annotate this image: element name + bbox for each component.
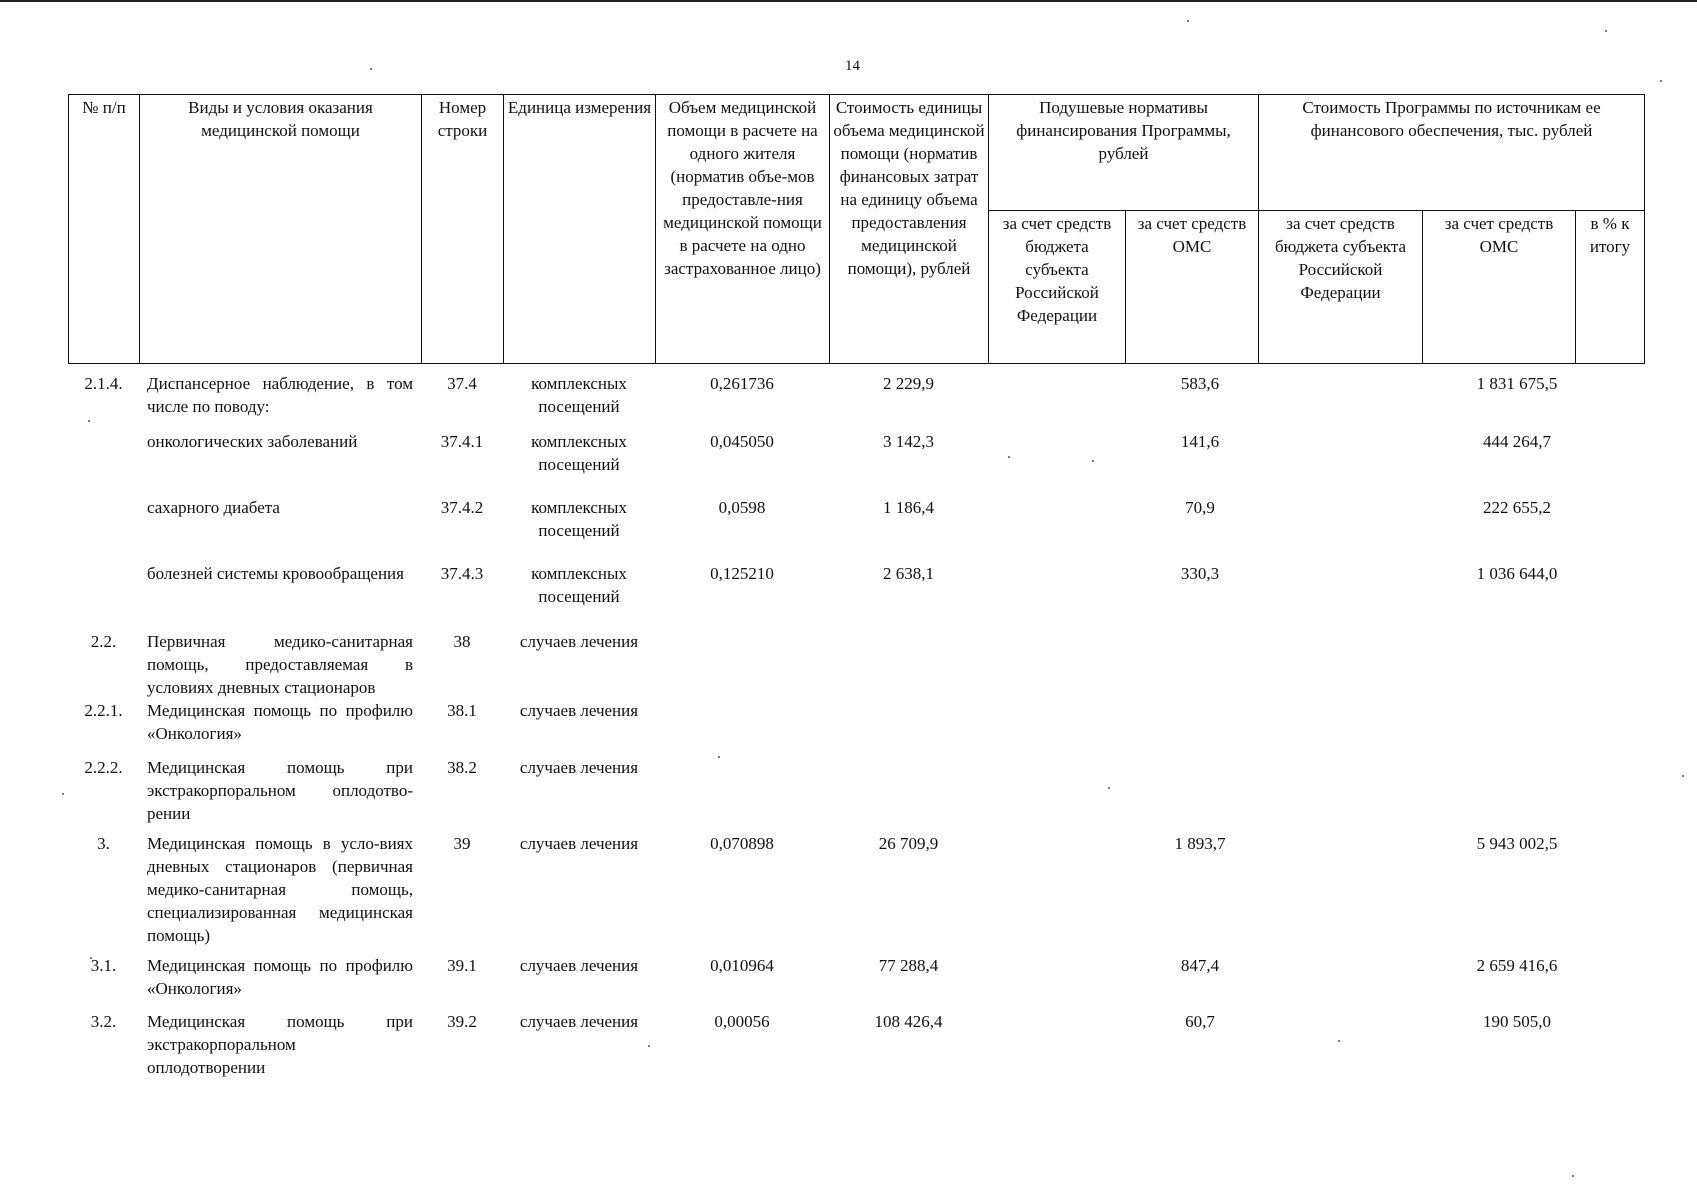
row-program-budget bbox=[1258, 430, 1422, 496]
row-unit: комплексных посещений bbox=[531, 432, 627, 474]
header-name: Виды и условия оказания медицинской помощи bbox=[140, 95, 422, 364]
table-row bbox=[68, 372, 1644, 430]
row-program-budget bbox=[1258, 562, 1422, 630]
table-row bbox=[68, 699, 1644, 756]
row-per-capita-budget bbox=[988, 832, 1125, 954]
row-cost bbox=[829, 756, 988, 832]
row-program-budget bbox=[1258, 372, 1422, 430]
row-number bbox=[68, 496, 139, 562]
row-program-oms: 222 655,2 bbox=[1483, 498, 1551, 517]
row-program-percent bbox=[1575, 699, 1644, 756]
scan-speck bbox=[1682, 775, 1684, 777]
row-unit: случаев лечения bbox=[519, 632, 639, 651]
row-code: 37.4.3 bbox=[440, 564, 484, 583]
row-per-capita-budget bbox=[988, 496, 1125, 562]
row-name: болезней системы кровообращения bbox=[147, 564, 404, 583]
row-number: 2.2. bbox=[90, 632, 117, 651]
row-unit: комплексных посещений bbox=[531, 374, 627, 416]
row-name: Медицинская помощь при экстракорпоральном оплодотво-рении bbox=[147, 758, 413, 823]
row-name: Медицинская помощь в усло-виях дневных стационаров (первичная медико-санитарная помощь, специализированная медицинская помощь) bbox=[147, 834, 413, 945]
table-row bbox=[68, 496, 1644, 562]
row-unit: случаев лечения bbox=[519, 1012, 639, 1031]
row-per-capita-oms bbox=[1125, 630, 1258, 699]
header-num: № п/п bbox=[69, 95, 140, 364]
row-program-percent bbox=[1575, 562, 1644, 630]
row-program-budget bbox=[1258, 954, 1422, 1010]
row-program-budget bbox=[1258, 630, 1422, 699]
row-name: Медицинская помощь по профилю «Онкология» bbox=[147, 701, 413, 743]
row-program-percent bbox=[1575, 1010, 1644, 1080]
row-per-capita-oms: 141,6 bbox=[1180, 432, 1220, 451]
row-number: 2.1.4. bbox=[84, 374, 123, 393]
header-row: Номер строки bbox=[422, 95, 504, 364]
scan-speck bbox=[1187, 20, 1189, 22]
row-per-capita-oms bbox=[1125, 699, 1258, 756]
row-number bbox=[68, 562, 139, 630]
row-program-oms: 1 831 675,5 bbox=[1476, 374, 1558, 393]
row-program-budget bbox=[1258, 1010, 1422, 1080]
table-row bbox=[68, 630, 1644, 699]
scan-speck bbox=[62, 793, 64, 795]
row-unit: комплексных посещений bbox=[531, 498, 627, 540]
row-code: 38 bbox=[453, 632, 471, 651]
table-row bbox=[68, 430, 1644, 496]
table-header bbox=[68, 94, 1645, 364]
table-row bbox=[68, 832, 1644, 954]
table-row bbox=[68, 954, 1644, 1010]
row-number: 3.1. bbox=[90, 956, 117, 975]
row-code: 39 bbox=[453, 834, 471, 853]
header-unit: Единица измерения bbox=[504, 95, 656, 364]
row-program-oms: 444 264,7 bbox=[1483, 432, 1551, 451]
row-code: 39.2 bbox=[447, 1012, 477, 1031]
row-per-capita-oms: 330,3 bbox=[1180, 564, 1220, 583]
header-program-budget: за счет средств бюджета субъекта Российской Федерации bbox=[1259, 211, 1423, 364]
row-volume: 0,0598 bbox=[718, 498, 766, 517]
row-per-capita-budget bbox=[988, 372, 1125, 430]
row-volume: 0,00056 bbox=[714, 1012, 770, 1031]
row-name: Первичная медико-санитарная помощь, предоставляемая в условиях дневных стационаров bbox=[147, 632, 413, 697]
row-per-capita-budget bbox=[988, 430, 1125, 496]
row-program-oms: 1 036 644,0 bbox=[1476, 564, 1558, 583]
row-program-percent bbox=[1575, 954, 1644, 1010]
row-program-budget bbox=[1258, 699, 1422, 756]
row-volume: 0,125210 bbox=[710, 564, 774, 583]
row-code: 37.4.1 bbox=[440, 432, 484, 451]
row-per-capita-budget bbox=[988, 1010, 1125, 1080]
scan-speck bbox=[1572, 1175, 1574, 1177]
row-program-percent bbox=[1575, 372, 1644, 430]
page-number: 14 bbox=[845, 58, 860, 74]
row-program-budget bbox=[1258, 832, 1422, 954]
row-unit: случаев лечения bbox=[519, 834, 639, 853]
row-number: 2.2.1. bbox=[84, 701, 123, 720]
row-volume: 0,070898 bbox=[710, 834, 774, 853]
row-cost: 2 638,1 bbox=[883, 564, 934, 583]
row-name: Медицинская помощь по профилю «Онкология» bbox=[147, 956, 413, 998]
row-unit: случаев лечения bbox=[519, 701, 639, 720]
row-per-capita-oms: 70,9 bbox=[1185, 498, 1215, 517]
row-per-capita-oms: 847,4 bbox=[1180, 956, 1220, 975]
row-per-capita-budget bbox=[988, 954, 1125, 1010]
scan-speck bbox=[370, 68, 372, 70]
row-unit: случаев лечения bbox=[519, 758, 639, 777]
row-cost: 26 709,9 bbox=[878, 834, 939, 853]
row-program-oms bbox=[1422, 630, 1575, 699]
row-volume: 0,045050 bbox=[710, 432, 774, 451]
row-code: 38.1 bbox=[447, 701, 477, 720]
top-border-line bbox=[0, 0, 1697, 2]
row-program-oms: 2 659 416,6 bbox=[1476, 956, 1558, 975]
row-per-capita-oms: 60,7 bbox=[1185, 1012, 1215, 1031]
row-cost: 108 426,4 bbox=[874, 1012, 943, 1031]
row-cost: 77 288,4 bbox=[878, 956, 939, 975]
row-program-percent bbox=[1575, 630, 1644, 699]
row-code: 38.2 bbox=[447, 758, 477, 777]
row-name: онкологических заболеваний bbox=[147, 432, 358, 451]
row-name: Диспансерное наблюдение, в том числе по поводу: bbox=[147, 374, 413, 416]
row-per-capita-oms: 1 893,7 bbox=[1174, 834, 1226, 853]
row-volume bbox=[655, 756, 829, 832]
row-per-capita-budget bbox=[988, 562, 1125, 630]
header-program-percent: в % к итогу bbox=[1576, 211, 1645, 364]
row-per-capita-budget bbox=[988, 756, 1125, 832]
table-row bbox=[68, 562, 1644, 630]
header-per-capita-budget: за счет средств бюджета субъекта Российской Федерации bbox=[989, 211, 1126, 364]
row-program-oms bbox=[1422, 756, 1575, 832]
row-program-budget bbox=[1258, 496, 1422, 562]
row-number bbox=[68, 430, 139, 496]
row-cost bbox=[829, 630, 988, 699]
row-code: 37.4 bbox=[447, 374, 477, 393]
row-name: Медицинская помощь при экстракорпоральном оплодотворении bbox=[147, 1012, 413, 1077]
row-volume: 0,010964 bbox=[710, 956, 774, 975]
header-program-oms: за счет средств ОМС bbox=[1423, 211, 1576, 364]
row-program-budget bbox=[1258, 756, 1422, 832]
header-per-capita-oms: за счет средств ОМС bbox=[1126, 211, 1259, 364]
row-cost bbox=[829, 699, 988, 756]
row-program-oms bbox=[1422, 699, 1575, 756]
row-number: 3.2. bbox=[90, 1012, 117, 1031]
row-program-oms: 190 505,0 bbox=[1483, 1012, 1551, 1031]
row-cost: 1 186,4 bbox=[883, 498, 934, 517]
scan-speck bbox=[1605, 30, 1607, 32]
row-unit: комплексных посещений bbox=[531, 564, 627, 606]
row-program-percent bbox=[1575, 496, 1644, 562]
row-number: 2.2.2. bbox=[84, 758, 123, 777]
row-name: сахарного диабета bbox=[147, 498, 280, 517]
header-volume: Объем медицинской помощи в расчете на одного жителя (норматив объе-мов предоставле-ния медицинской помощи в расчете на одно застрахованное лицо) bbox=[656, 95, 830, 364]
row-per-capita-budget bbox=[988, 699, 1125, 756]
row-code: 39.1 bbox=[447, 956, 477, 975]
row-per-capita-oms: 583,6 bbox=[1180, 374, 1220, 393]
row-program-oms: 5 943 002,5 bbox=[1476, 834, 1558, 853]
header-program-cost: Стоимость Программы по источникам ее финансового обеспечения, тыс. рублей bbox=[1259, 95, 1645, 211]
row-unit: случаев лечения bbox=[519, 956, 639, 975]
row-number: 3. bbox=[97, 834, 110, 853]
row-cost: 3 142,3 bbox=[883, 432, 934, 451]
row-per-capita-budget bbox=[988, 630, 1125, 699]
scan-speck bbox=[1660, 80, 1662, 82]
row-volume: 0,261736 bbox=[710, 374, 774, 393]
header-per-capita: Подушевые нормативы финансирования Программы, рублей bbox=[989, 95, 1259, 211]
row-per-capita-oms bbox=[1125, 756, 1258, 832]
row-volume bbox=[655, 630, 829, 699]
row-volume bbox=[655, 699, 829, 756]
row-program-percent bbox=[1575, 832, 1644, 954]
row-program-percent bbox=[1575, 756, 1644, 832]
data-table bbox=[68, 372, 1644, 1080]
row-cost: 2 229,9 bbox=[883, 374, 934, 393]
table-row bbox=[68, 1010, 1644, 1080]
table-row bbox=[68, 756, 1644, 832]
row-program-percent bbox=[1575, 430, 1644, 496]
row-code: 37.4.2 bbox=[440, 498, 484, 517]
header-cost: Стоимость единицы объема медицинской помощи (норматив финансовых затрат на единицу объема предоставления медицинской помощи), рублей bbox=[830, 95, 989, 364]
